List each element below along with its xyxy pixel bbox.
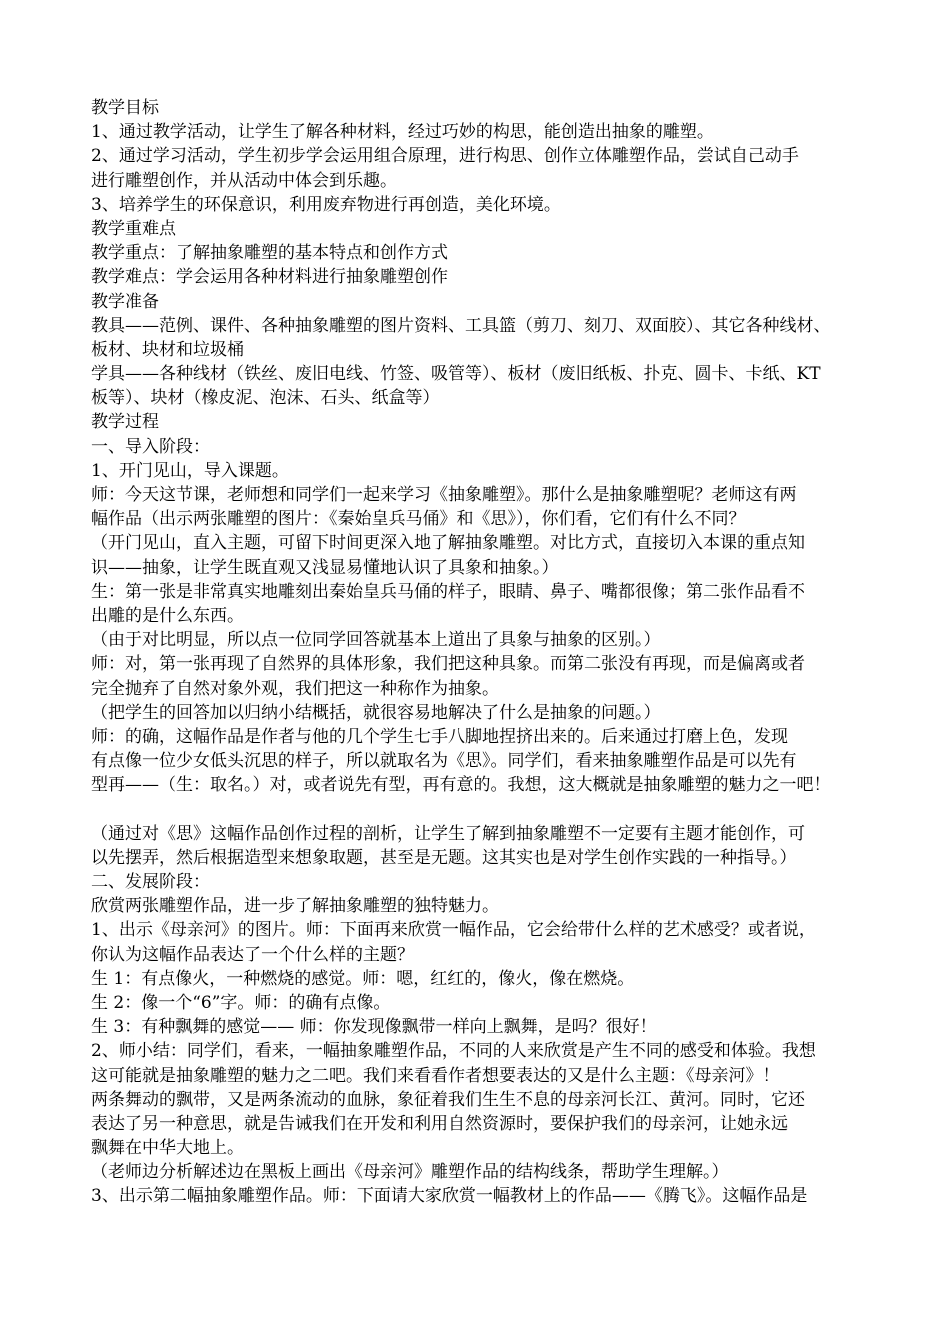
text-line [91, 797, 871, 821]
text-line: 这可能就是抽象雕塑的魅力之二吧。我们来看看作者想要表达的又是什么主题：《母亲河》！ [91, 1065, 780, 1086]
text-line: （老师边分析解述边在黑板上画出《母亲河》雕塑作品的结构线条，帮助学生理解。） [91, 1162, 729, 1183]
text-line: （通过对《思》这幅作品创作过程的剖析，让学生了解到抽象雕塑不一定要有主题才能创作，可 [91, 823, 805, 844]
text-line: 教学重难点 [91, 218, 176, 239]
text-line: 生 1：有点像火，一种燃烧的感觉。师：嗯，红红的，像火，像在燃烧。 [91, 968, 635, 989]
text-line: 生 3：有种飘舞的感觉—— 师：你发现像飘带一样向上飘舞，是吗？很好！ [91, 1017, 657, 1038]
text-line: 3、出示第二幅抽象雕塑作品。师：下面请大家欣赏一幅教材上的作品——《腾飞》。这幅作品是 [91, 1186, 808, 1207]
text-line: 1、出示《母亲河》的图片。师：下面再来欣赏一幅作品，它会给带什么样的艺术感受？或者说， [91, 920, 816, 941]
text-line: 以先摆弄，然后根据造型来想象取题，甚至是无题。这其实也是对学生创作实践的一种指导。） [91, 847, 797, 868]
text-line: 教学目标 [91, 98, 159, 118]
text-line: 师：的确，这幅作品是作者与他的几个学生七手八脚地捏挤出来的。后来通过打磨上色，发现 [91, 726, 788, 747]
document-body [91, 96, 871, 1209]
text-line: 1、通过教学活动，让学生了解各种材料，经过巧妙的构思，能创造出抽象的雕塑。 [91, 122, 714, 143]
text-line: 教学准备 [91, 291, 159, 312]
text-line: 飘舞在中华大地上。 [91, 1138, 244, 1159]
text-line: 2、通过学习活动，学生初步学会运用组合原理，进行构思、创作立体雕塑作品，尝试自己动手 [91, 146, 799, 167]
text-line: 出雕的是什么东西。 [91, 605, 244, 626]
text-line: 两条舞动的飘带，又是两条流动的血脉，象征着我们生生不息的母亲河长江、黄河。同时，它还 [91, 1089, 805, 1110]
text-line: 板等）、块材（橡皮泥、泡沫、石头、纸盒等） [91, 388, 440, 409]
text-line: 二、发展阶段： [91, 872, 210, 892]
text-line: 教学过程 [91, 412, 159, 433]
text-line: （把学生的回答加以归纳小结概括，就很容易地解决了什么是抽象的问题。） [91, 702, 661, 723]
text-line: 型再——（生：取名。）对，或者说先有型，再有意的。我想，这大概就是抽象雕塑的魅力之一吧！ [91, 775, 831, 796]
text-line: 3、培养学生的环保意识，利用废弃物进行再创造，美化环境。 [91, 194, 561, 215]
text-line: 师：今天这节课，老师想和同学们一起来学习《抽象雕塑》。那什么是抽象雕塑呢？老师这有两 [91, 485, 797, 505]
text-line: 欣赏两张雕塑作品，进一步了解抽象雕塑的独特魅力。 [91, 896, 499, 917]
text-line: （开门见山，直入主题，可留下时间更深入地了解抽象雕塑。对比方式，直接切入本课的重点知 [91, 533, 805, 554]
text-line: 一、导入阶段： [91, 436, 210, 457]
text-line: 教具——范例、课件、各种抽象雕塑的图片资料、工具篮（剪刀、刻刀、双面胶）、其它各种线材、 [91, 315, 831, 336]
text-line: （由于对比明显，所以点一位同学回答就基本上道出了具象与抽象的区别。） [91, 630, 661, 651]
text-line: 幅作品（出示两张雕塑的图片：《秦始皇兵马俑》和《思》），你们看，它们有什么不同？ [91, 509, 746, 530]
text-line: 进行雕塑创作，并从活动中体会到乐趣。 [91, 170, 397, 191]
text-line: 生：第一张是非常真实地雕刻出秦始皇兵马俑的样子，眼睛、鼻子、嘴都很像；第二张作品看不 [91, 581, 805, 602]
text-line: 1、开门见山，导入课题。 [91, 460, 289, 481]
text-line: 教学难点：学会运用各种材料进行抽象雕塑创作 [91, 267, 448, 288]
text-line: 识——抽象，让学生既直观又浅显易懂地认识了具象和抽象。） [91, 557, 559, 578]
text-line: 师：对，第一张再现了自然界的具体形象，我们把这种具象。而第二张没有再现，而是偏离或者 [91, 654, 805, 675]
text-line: 完全抛弃了自然对象外观，我们把这一种称作为抽象。 [91, 678, 499, 699]
text-line: 有点像一位少女低头沉思的样子，所以就取名为《思》。同学们，看来抽象雕塑作品是可以先有 [91, 751, 797, 772]
text-line: 学具——各种线材（铁丝、废旧电线、竹签、吸管等）、板材（废旧纸板、扑克、圆卡、卡纸、KT [91, 364, 821, 385]
text-line: 教学重点：了解抽象雕塑的基本特点和创作方式 [91, 243, 448, 264]
text-line: 你认为这幅作品表达了一个什么样的主题？ [91, 944, 414, 965]
text-line: 板材、块材和垃圾桶 [91, 339, 244, 360]
text-line: 生 2：像一个“6”字。师：的确有点像。 [91, 992, 391, 1013]
text-line: 表达了另一种意思，就是告诫我们在开发和利用自然资源时，要保护我们的母亲河，让她永远 [91, 1113, 788, 1134]
text-line: 2、师小结：同学们，看来，一幅抽象雕塑作品，不同的人来欣赏是产生不同的感受和体验。我想 [91, 1041, 816, 1062]
